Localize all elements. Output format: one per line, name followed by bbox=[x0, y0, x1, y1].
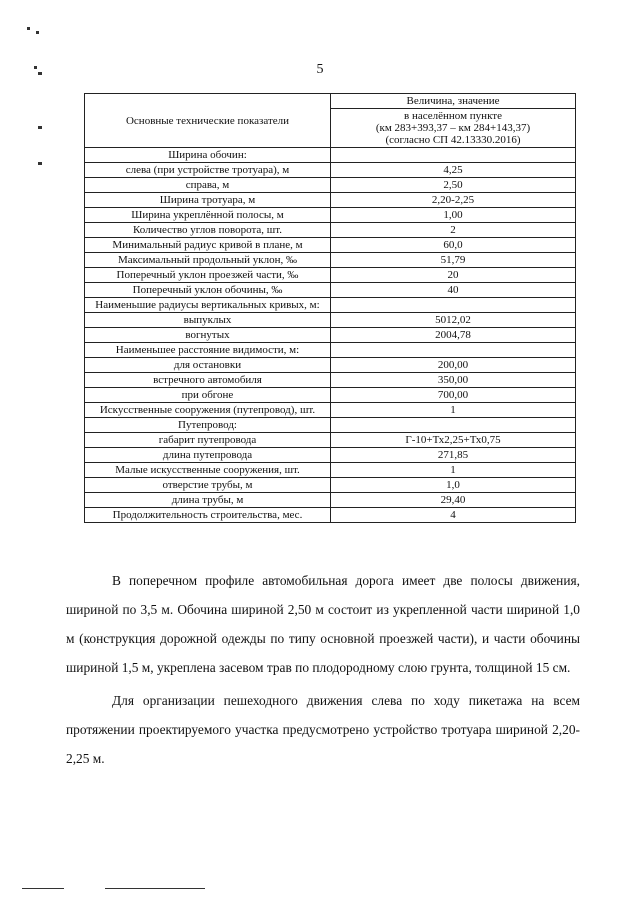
value-cell bbox=[331, 343, 576, 358]
table-row bbox=[85, 508, 576, 523]
table-row bbox=[85, 223, 576, 238]
table-row bbox=[85, 433, 576, 448]
param-cell: Максимальный продольный уклон, ‰ bbox=[85, 253, 331, 268]
value-cell bbox=[331, 298, 576, 313]
param-cell: Путепровод: bbox=[85, 418, 331, 433]
value-cell: 60,0 bbox=[331, 238, 576, 253]
table-row bbox=[85, 163, 576, 178]
param-cell: Количество углов поворота, шт. bbox=[85, 223, 331, 238]
table-row bbox=[85, 358, 576, 373]
param-cell: длина трубы, м bbox=[85, 493, 331, 508]
table-row bbox=[85, 193, 576, 208]
param-cell: вогнутых bbox=[85, 328, 331, 343]
table-row bbox=[85, 463, 576, 478]
param-cell: выпуклых bbox=[85, 313, 331, 328]
scan-mark bbox=[38, 126, 42, 129]
value-cell: 4,25 bbox=[331, 163, 576, 178]
table-row bbox=[85, 373, 576, 388]
value-cell: 5012,02 bbox=[331, 313, 576, 328]
paragraph-pedestrian bbox=[66, 686, 580, 773]
param-cell: Искусственные сооружения (путепровод), шт. bbox=[85, 403, 331, 418]
table-row bbox=[85, 283, 576, 298]
table-row bbox=[85, 478, 576, 493]
value-cell: 1 bbox=[331, 403, 576, 418]
table-row bbox=[85, 208, 576, 223]
value-cell: 700,00 bbox=[331, 388, 576, 403]
param-cell: для остановки bbox=[85, 358, 331, 373]
value-cell: 20 bbox=[331, 268, 576, 283]
scan-mark bbox=[36, 31, 39, 34]
value-cell: 1 bbox=[331, 463, 576, 478]
value-subheader-line: (км 283+393,37 – км 284+143,37) bbox=[375, 122, 531, 134]
param-cell: Малые искусственные сооружения, шт. bbox=[85, 463, 331, 478]
value-cell: 29,40 bbox=[331, 493, 576, 508]
table-row bbox=[85, 178, 576, 193]
table-row bbox=[85, 253, 576, 268]
param-cell: Наименьшие радиусы вертикальных кривых, м: bbox=[85, 298, 331, 313]
param-cell: Наименьшее расстояние видимости, м: bbox=[85, 343, 331, 358]
table-row bbox=[85, 343, 576, 358]
value-cell: 4 bbox=[331, 508, 576, 523]
table-row bbox=[85, 448, 576, 463]
table-row bbox=[85, 238, 576, 253]
table-row bbox=[85, 418, 576, 433]
value-cell: 2,50 bbox=[331, 178, 576, 193]
param-cell: Поперечный уклон обочины, ‰ bbox=[85, 283, 331, 298]
table-row bbox=[85, 328, 576, 343]
param-cell: Ширина обочин: bbox=[85, 148, 331, 163]
param-cell: длина путепровода bbox=[85, 448, 331, 463]
param-cell: при обгоне bbox=[85, 388, 331, 403]
value-column-title: Величина, значение bbox=[331, 94, 576, 109]
table-row bbox=[85, 268, 576, 283]
value-cell: 2004,78 bbox=[331, 328, 576, 343]
param-column-header: Основные технические показатели bbox=[85, 94, 331, 148]
value-cell: 2,20-2,25 bbox=[331, 193, 576, 208]
value-cell: 51,79 bbox=[331, 253, 576, 268]
table-row bbox=[85, 313, 576, 328]
paragraph-cross-section bbox=[66, 566, 580, 682]
scan-mark bbox=[27, 27, 30, 30]
param-cell: отверстие трубы, м bbox=[85, 478, 331, 493]
value-cell: 1,00 bbox=[331, 208, 576, 223]
value-cell bbox=[331, 418, 576, 433]
param-cell: Поперечный уклон проезжей части, ‰ bbox=[85, 268, 331, 283]
paragraph-text: Для организации пешеходного движения слева по ходу пикетажа на всем протяжении проектируемого участка предусмотрено устройство тротуара шириной 2,20-2,25 м. bbox=[66, 693, 580, 766]
param-cell: габарит путепровода bbox=[85, 433, 331, 448]
table-row bbox=[85, 493, 576, 508]
page-number: 5 bbox=[316, 62, 324, 77]
table-row bbox=[85, 298, 576, 313]
value-cell bbox=[331, 148, 576, 163]
value-cell: 350,00 bbox=[331, 373, 576, 388]
technical-parameters-table bbox=[84, 93, 576, 523]
param-cell: Ширина укреплённой полосы, м bbox=[85, 208, 331, 223]
param-cell: слева (при устройстве тротуара), м bbox=[85, 163, 331, 178]
value-cell: Г-10+Тх2,25+Тх0,75 bbox=[331, 433, 576, 448]
param-cell: встречного автомобиля bbox=[85, 373, 331, 388]
value-column-subheader bbox=[331, 109, 576, 148]
scan-mark bbox=[38, 162, 42, 165]
footer-line-right bbox=[105, 888, 205, 889]
value-cell: 40 bbox=[331, 283, 576, 298]
param-cell: Ширина тротуара, м bbox=[85, 193, 331, 208]
table-header-row bbox=[85, 94, 576, 109]
paragraph-text: В поперечном профиле автомобильная дорога имеет две полосы движения, шириной по 3,5 м. Обочина шириной 2,50 м состоит из укрепленной части шириной 1,0 м (конструкция дорожной одежды по типу основной проезжей части), и части обочины шириной 1,5 м, укреплена засевом трав по плодородному слою грунта, толщиной 15 см. bbox=[66, 573, 580, 675]
value-subheader-line: в населённом пункте bbox=[404, 110, 502, 122]
footer-line-left bbox=[22, 888, 64, 889]
value-cell: 200,00 bbox=[331, 358, 576, 373]
value-cell: 2 bbox=[331, 223, 576, 238]
value-cell: 1,0 bbox=[331, 478, 576, 493]
value-cell: 271,85 bbox=[331, 448, 576, 463]
value-subheader-line: (согласно СП 42.13330.2016) bbox=[385, 134, 521, 146]
param-cell: Минимальный радиус кривой в плане, м bbox=[85, 238, 331, 253]
param-cell: Продолжительность строительства, мес. bbox=[85, 508, 331, 523]
table-row bbox=[85, 403, 576, 418]
table-row bbox=[85, 388, 576, 403]
table-row bbox=[85, 148, 576, 163]
param-cell: справа, м bbox=[85, 178, 331, 193]
